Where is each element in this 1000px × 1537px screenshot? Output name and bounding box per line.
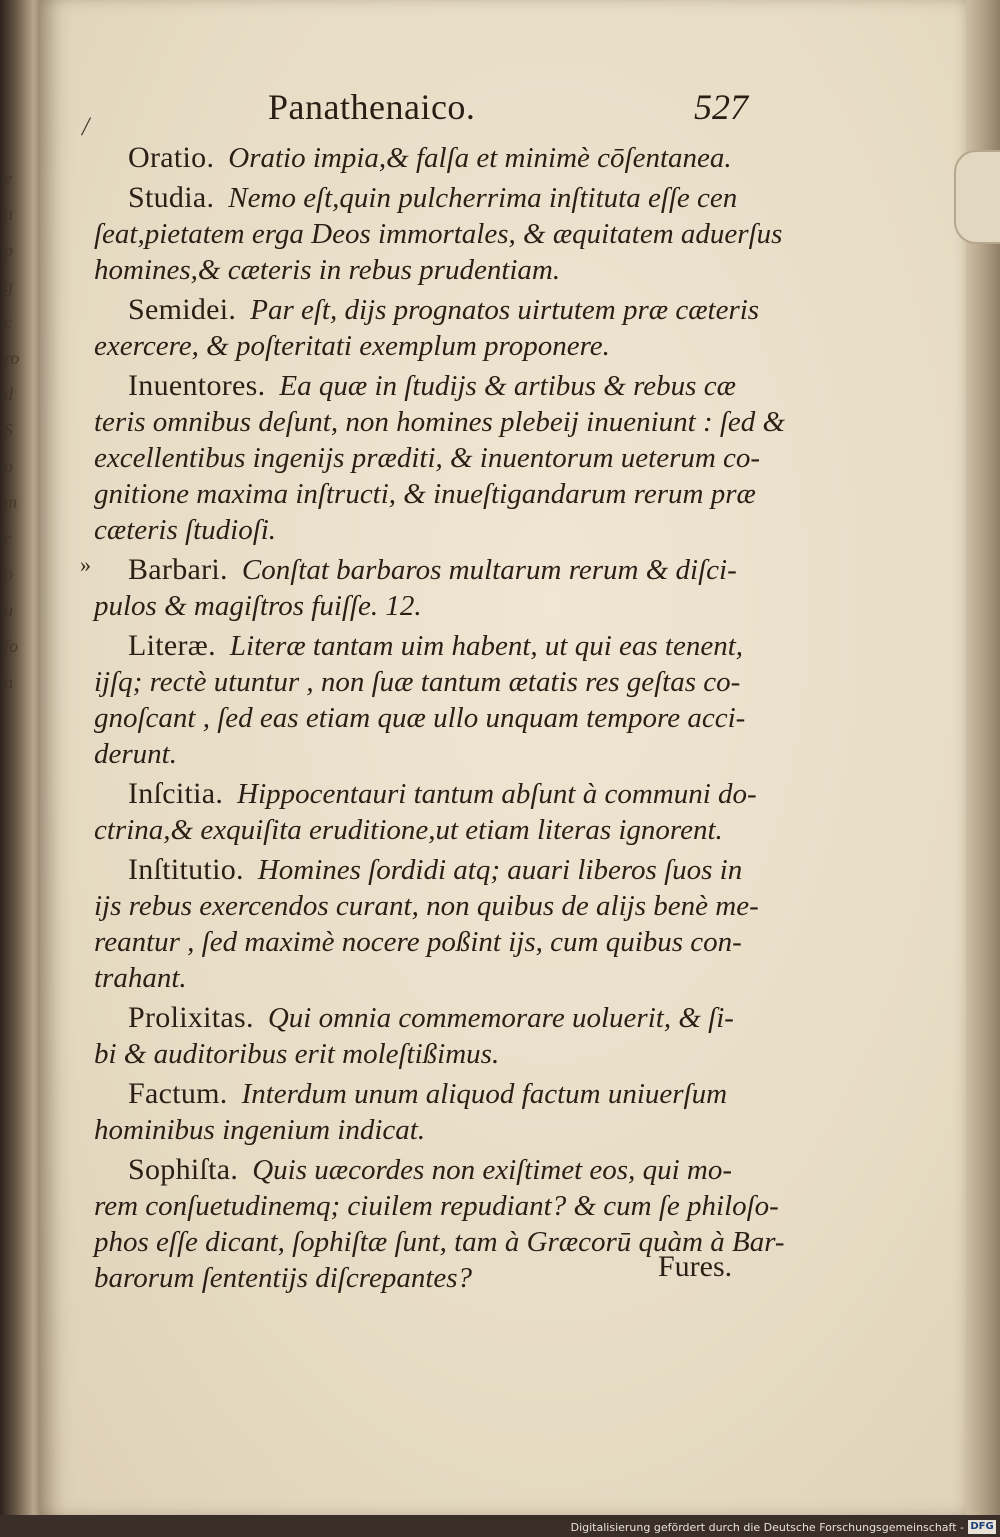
- page-header: [268, 86, 748, 130]
- entry-text: cæteris ſtudioſi.: [94, 514, 277, 546]
- catchword: Fures.: [658, 1250, 733, 1283]
- text-line: [94, 552, 774, 588]
- text-line: [94, 252, 774, 288]
- text-line: [94, 628, 774, 664]
- text-line: [94, 1152, 774, 1188]
- entry-keyword: Oratio.: [128, 141, 215, 174]
- entry-text: bi & auditoribus erit moleſtißimus.: [94, 1038, 500, 1070]
- entry-text: Hippocentauri tantum abſunt à communi do-: [237, 778, 757, 810]
- text-line: [94, 736, 774, 772]
- text-line: [94, 888, 774, 924]
- facing-page-glyph: a: [4, 204, 13, 224]
- entry-keyword: Sophiſta.: [128, 1153, 239, 1186]
- entry-text: pulos & magiſtros fuiſſe. 12.: [94, 590, 422, 622]
- entry-keyword: Semidei.: [128, 293, 237, 326]
- text-line: [94, 368, 774, 404]
- entry-keyword: Studia.: [128, 181, 215, 214]
- entry-text: ctrina,& exquiſita eruditione,ut etiam literas ignorent.: [94, 814, 723, 846]
- text-line: [94, 512, 774, 548]
- text-line: [94, 180, 774, 216]
- facing-page-glyph: S: [4, 420, 13, 440]
- entry-keyword: Inſtitutio.: [128, 853, 244, 886]
- facing-page-glyph: e: [4, 168, 12, 188]
- index-entry: [94, 292, 774, 364]
- index-entry: [94, 140, 774, 176]
- entry-text: barorum ſententijs diſcrepantes?: [94, 1262, 473, 1294]
- text-line: [94, 664, 774, 700]
- entry-keyword: Literæ.: [128, 629, 216, 662]
- funding-credit: Digitalisierung gefördert durch die Deutsche Forschungsgemeinschaft -: [570, 1521, 964, 1534]
- text-line: [94, 776, 774, 812]
- index-entry: [94, 180, 783, 288]
- index-entry: [80, 552, 774, 624]
- text-line: [94, 1076, 774, 1112]
- facing-page-glyph: n: [4, 672, 13, 692]
- index-entry: [94, 368, 786, 548]
- entry-keyword: Barbari.: [128, 553, 228, 586]
- entry-text: gnitione maxima inſtructi, & inueſtigandarum rerum præ: [94, 478, 756, 510]
- facing-page-glyphs: [4, 160, 44, 700]
- text-line: [94, 924, 774, 960]
- entry-text: Interdum unum aliquod factum uniuerſum: [241, 1078, 728, 1110]
- entry-text: Quis uæcordes non exiſtimet eos, qui mo-: [252, 1154, 732, 1186]
- margin-mark: /: [82, 112, 90, 141]
- quotation-marker: »: [80, 552, 91, 577]
- facing-page-glyph: g: [4, 276, 13, 296]
- facing-page-glyph: ro: [4, 348, 20, 368]
- text-line: [94, 588, 774, 624]
- index-entry: [94, 776, 774, 848]
- text-line: [94, 1188, 779, 1224]
- facing-page-glyph: u: [4, 600, 13, 620]
- entry-text: rem conſuetudinemq; ciuilem repudiant? & cum ſe philoſo-: [94, 1190, 779, 1222]
- index-entry: [94, 628, 774, 772]
- facing-page-glyph: p: [4, 240, 13, 260]
- text-line: [94, 476, 774, 512]
- entry-keyword: Inſcitia.: [128, 777, 224, 810]
- facing-page-glyph: m: [4, 492, 17, 512]
- entry-text: Par eſt, dijs prognatos uirtutem præ cæteris: [250, 294, 760, 326]
- page-clip: [954, 150, 1000, 244]
- entry-keyword: Factum.: [128, 1077, 228, 1110]
- text-line: [94, 852, 774, 888]
- entry-text: gnoſcant , ſed eas etiam quæ ullo unquam tempore acci-: [94, 702, 746, 734]
- entry-text: Ea quæ in ſtudijs & artibus & rebus cæ: [279, 370, 736, 402]
- entry-text: trahant.: [94, 962, 187, 994]
- entry-text: reantur , ſed maximè nocere poßint ijs, cum quibus con-: [94, 926, 742, 958]
- entry-text: excellentibus ingenijs præditi, & inuentorum ueterum co-: [94, 442, 761, 474]
- facing-page-glyph: o: [4, 564, 13, 584]
- entry-text: ſeat,pietatem erga Deos immortales, & æquitatem aduerſus: [94, 218, 783, 250]
- entry-keyword: Inuentores.: [128, 369, 266, 402]
- entry-keyword: Prolixitas.: [128, 1001, 254, 1034]
- facing-page-glyph: fo: [4, 636, 19, 656]
- entry-text: hominibus ingenium indicat.: [94, 1114, 426, 1146]
- entry-text: exercere, & poſteritati exemplum proponere.: [94, 330, 610, 362]
- entry-text: Literæ tantam uim habent, ut qui eas tenent,: [229, 630, 744, 662]
- entry-text: phos eſſe dicant, ſophiſtæ ſunt, tam à Græcorū quàm à Bar-: [94, 1226, 785, 1258]
- facing-page-glyph: d: [4, 384, 13, 404]
- text-line: [94, 1112, 774, 1148]
- entry-text: ijſq; rectè utuntur , non ſuæ tantum ætatis res geſtas co-: [94, 666, 741, 698]
- entry-text: ijs rebus exercendos curant, non quibus de alijs benè me-: [94, 890, 759, 922]
- facing-page-glyph: r: [4, 528, 12, 548]
- text-line: [94, 1036, 774, 1072]
- facing-page-glyph: o: [4, 456, 13, 476]
- text-line: [94, 812, 774, 848]
- index-entry: [94, 852, 774, 996]
- entry-text: homines,& cæteris in rebus prudentiam.: [94, 254, 561, 286]
- entry-text: Oratio impia,& falſa et minimè cōſentanea.: [228, 142, 732, 174]
- page-number: 527: [694, 87, 748, 127]
- entry-text: teris omnibus deſunt, non homines plebeij inueniunt : ſed &: [94, 406, 786, 438]
- text-line: [94, 700, 774, 736]
- entry-text: Homines ſordidi atq; auari liberos ſuos in: [257, 854, 743, 886]
- footer-bar: [0, 1515, 1000, 1537]
- text-line: [94, 960, 774, 996]
- running-head: Panathenaico.: [268, 87, 476, 127]
- body-text: [80, 140, 786, 1300]
- entry-text: Qui omnia commemorare uoluerit, & ſi-: [267, 1002, 734, 1034]
- index-entry: [94, 1076, 774, 1148]
- text-line: [94, 216, 783, 252]
- dfg-logo: DFG: [968, 1520, 996, 1534]
- entry-text: Conſtat barbaros multarum rerum & diſci-: [241, 554, 737, 586]
- text-line: [94, 292, 774, 328]
- entry-text: Nemo eſt,quin pulcherrima inſtituta eſſe cen: [228, 182, 738, 214]
- facing-page-glyph: c: [4, 312, 12, 332]
- index-entry: [94, 1000, 774, 1072]
- text-line: [94, 1000, 774, 1036]
- text-line: [94, 140, 774, 176]
- text-line: [94, 404, 786, 440]
- text-line: [94, 328, 774, 364]
- entry-text: derunt.: [94, 738, 177, 770]
- text-line: [94, 440, 774, 476]
